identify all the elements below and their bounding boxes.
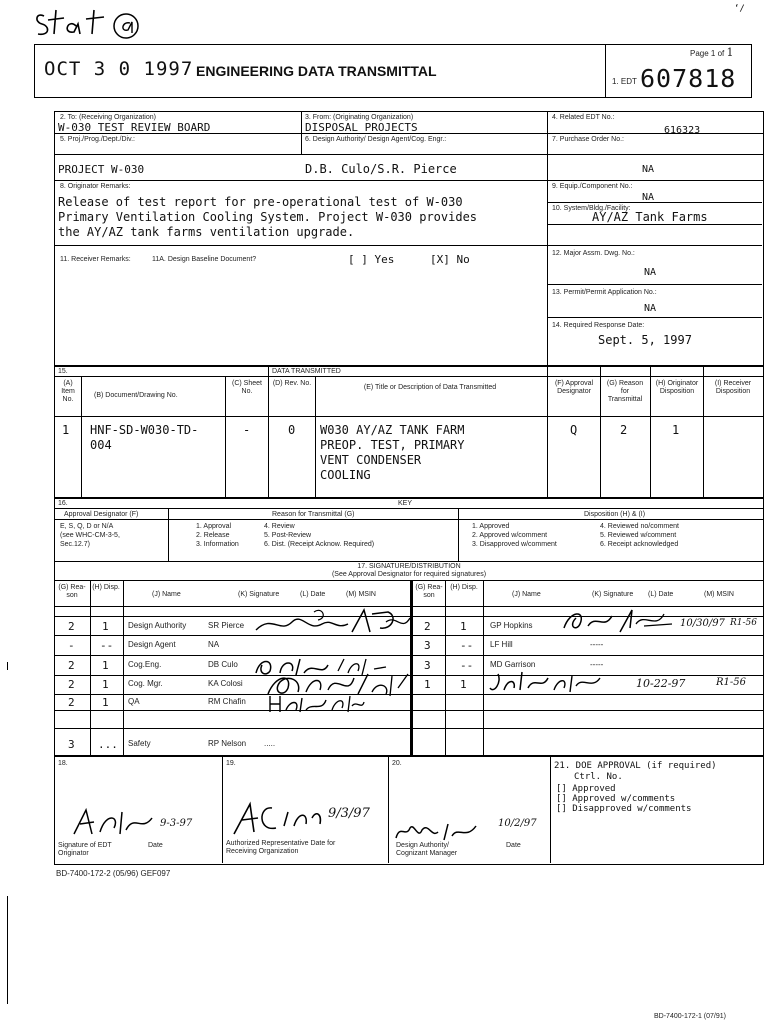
sig-right-1-name: GP Hopkins: [490, 621, 533, 630]
field-7-label: 7. Purchase Order No.:: [552, 136, 624, 143]
block-21-opt-2: [] Approved w/comments: [556, 794, 676, 804]
sig-head-reason-right: (G) Rea- son: [415, 584, 443, 599]
section-17-subtitle: (See Approval Designator for required signatures): [331, 571, 487, 578]
field-4-value: 616323: [664, 125, 701, 136]
edt-label: 1. EDT: [612, 77, 637, 86]
row-sheet: -: [243, 423, 251, 437]
approval-designator-head: Approval Designator (F): [64, 511, 139, 518]
field-3-label: 3. From: (Originating Organization): [305, 114, 414, 121]
disp-item-3: 3. Disapproved w/comment: [472, 541, 557, 548]
sig-right-2-sig: -----: [590, 640, 604, 649]
field-13-label: 13. Permit/Permit Application No.:: [552, 289, 657, 296]
row-item: 1: [62, 423, 70, 437]
edt-number: 607818: [640, 64, 737, 93]
field-14-value: Sept. 5, 1997: [598, 333, 692, 347]
form-title: ENGINEERING DATA TRANSMITTAL: [196, 63, 437, 79]
block-18-date: 9-3-97: [160, 818, 193, 829]
row-rev: 0: [288, 423, 296, 437]
sig-left-2-role: Design Agent: [128, 640, 176, 649]
sig-left-7-disp: ...: [98, 738, 118, 751]
approval-text-2: (see WHC-CM-3-5,: [60, 532, 120, 539]
field-2-label: 2. To: (Receiving Organization): [60, 114, 156, 121]
sig-left-4-role: Cog. Mgr.: [128, 679, 163, 688]
sig-right-3-reason: 3: [424, 659, 431, 672]
sig-right-3-sig: -----: [590, 660, 604, 669]
sig-right-1-msin: R1-56: [730, 618, 757, 628]
block-19-sig-label: Authorized Representative Date for Receiving Organization: [226, 840, 336, 855]
sig-head-sig-left: (K) Signature: [238, 591, 280, 598]
sig-left-5-reason: 2: [68, 696, 75, 709]
sig-right-2-reason: 3: [424, 639, 431, 652]
sig-right-1-disp: 1: [460, 620, 467, 633]
sig-left-7-reason: 3: [68, 738, 75, 751]
field-9-value: NA: [642, 192, 655, 203]
handwritten-signature-receiving: [228, 798, 328, 838]
scan-edge-line: [7, 896, 8, 1004]
reason-item-1: 1. Approval: [196, 523, 232, 530]
col-e-header: (E) Title or Description of Data Transmitted: [363, 384, 497, 391]
field-2-value: W-030 TEST REVIEW BOARD: [58, 121, 211, 134]
field-13-value: NA: [644, 303, 657, 314]
col-b-header: (B) Document/Drawing No.: [94, 392, 178, 399]
field-6-label: 6. Design Authority/ Design Agent/Cog. Engr.:: [305, 136, 447, 143]
col-c-header: (C) Sheet No.: [232, 380, 262, 395]
field-8-line-3: the AY/AZ tank farms ventilation upgrade.: [58, 225, 355, 239]
sig-right-4-disp: 1: [460, 678, 467, 691]
handwritten-signature-originator: [66, 806, 156, 838]
sig-left-4-disp: 1: [102, 678, 109, 691]
row-title-line-1: W030 AY/AZ TANK FARM: [320, 423, 465, 437]
field-11a-yes: [ ] Yes: [348, 253, 395, 266]
field-9-label: 9. Equip./Component No.:: [552, 183, 633, 190]
sig-right-3-disp: --: [460, 659, 474, 672]
sig-left-1-role: Design Authority: [128, 621, 187, 630]
block-21-ctrl: Ctrl. No.: [574, 772, 623, 782]
sig-left-1-name: SR Pierce: [208, 621, 245, 630]
sig-left-5-role: QA: [128, 697, 140, 706]
sig-left-7-role: Safety: [128, 739, 151, 748]
handwritten-signature-design-authority: [392, 818, 482, 844]
row-title-line-4: COOLING: [320, 468, 371, 482]
disp-item-6: 6. Receipt acknowledged: [600, 541, 679, 548]
reason-item-4: 4. Review: [264, 523, 295, 530]
section-16-title: KEY: [398, 500, 413, 507]
sig-right-2-name: LF Hill: [490, 640, 513, 649]
field-5-value: PROJECT W-030: [58, 163, 145, 176]
sig-left-1-disp: 1: [102, 620, 109, 633]
handwritten-signature-right-4: [488, 668, 608, 696]
scan-edge-tick: [7, 662, 8, 670]
sig-right-1-reason: 2: [424, 620, 431, 633]
handwritten-signature-hopkins: [560, 606, 680, 636]
col-h-header: (H) Originator Disposition: [655, 380, 699, 395]
section-15-title: DATA TRANSMITTED: [272, 368, 341, 375]
sig-left-3-role: Cog.Eng.: [128, 660, 162, 669]
sig-head-disp-left: (H) Disp.: [92, 584, 120, 591]
sig-right-4-date: 10-22-97: [636, 677, 686, 690]
row-orig-disp: 1: [672, 423, 680, 437]
block-21-opt-3: [] Disapproved w/comments: [556, 804, 692, 814]
form-id: BD-7400-172-2 (05/96) GEF097: [56, 869, 171, 878]
col-i-header: (I) Receiver Disposition: [714, 380, 752, 395]
sig-head-msin-right: (M) MSIN: [704, 591, 734, 598]
block-20-date: 10/2/97: [498, 818, 537, 829]
page-label: Page 1 of 1: [690, 46, 734, 59]
approval-text-1: E, S, Q, D or N/A: [60, 523, 114, 530]
field-5-label: 5. Proj./Prog./Dept./Div.:: [60, 136, 135, 143]
sig-left-4-name: KA Colosi: [208, 679, 243, 688]
sig-head-date-right: (L) Date: [648, 591, 674, 598]
row-title-line-3: VENT CONDENSER: [320, 453, 422, 467]
block-21-opt-1: [] Approved: [556, 784, 616, 794]
row-reason: 2: [620, 423, 628, 437]
field-8-line-2: Primary Ventilation Cooling System. Project W-030 provides: [58, 210, 478, 224]
sig-head-name-right: (J) Name: [512, 591, 541, 598]
field-6-value: D.B. Culo/S.R. Pierce: [305, 162, 457, 176]
reason-item-2: 2. Release: [196, 532, 230, 539]
col-a-header: (A) Item No.: [61, 380, 75, 403]
block-18-sig-label: Signature of EDT Originator: [58, 842, 112, 857]
disp-item-1: 1. Approved: [472, 523, 510, 530]
sig-left-1-reason: 2: [68, 620, 75, 633]
block-18-date-label: Date: [148, 842, 163, 849]
sig-left-7-name: RP Nelson: [208, 739, 247, 748]
approval-text-3: Sec.12.7): [60, 541, 90, 548]
block-20-sig-label: Design Authority/ Cognizant Manager: [396, 842, 458, 857]
sig-right-4-reason: 1: [424, 678, 431, 691]
field-12-value: NA: [644, 267, 657, 278]
row-title-line-2: PREOP. TEST, PRIMARY: [320, 438, 465, 452]
block-20-number: 20.: [392, 760, 402, 767]
field-12-label: 12. Major Assm. Dwg. No.:: [552, 250, 635, 257]
sig-left-5-disp: 1: [102, 696, 109, 709]
col-f-header: (F) Approval Designator: [554, 380, 594, 395]
col-g-header: (G) Reason for Transmittal: [606, 380, 644, 403]
disposition-head: Disposition (H) & (I): [584, 511, 646, 518]
field-7-value: NA: [642, 164, 655, 175]
handwritten-signature-pierce: [252, 604, 412, 638]
field-8-label: 8. Originator Remarks:: [60, 183, 131, 190]
sig-left-5-name: RM Chafin: [208, 697, 246, 706]
sig-right-4-msin: R1-56: [716, 677, 746, 688]
field-10-label: 10. System/Bldg./Facility:: [552, 205, 631, 212]
reason-item-3: 3. Information: [196, 541, 239, 548]
field-11a-label: 11A. Design Baseline Document?: [152, 256, 257, 263]
disp-item-5: 5. Reviewed w/comment: [600, 532, 677, 539]
form-id-bottom: BD-7400-172-1 (07/91): [654, 1013, 726, 1020]
sig-left-2-name: NA: [208, 640, 220, 649]
disp-item-4: 4. Reviewed no/comment: [600, 523, 679, 530]
sig-head-date-left: (L) Date: [300, 591, 326, 598]
col-d-header: (D) Rev. No.: [272, 380, 312, 387]
sig-left-3-name: DB Culo: [208, 660, 238, 669]
block-19-date: 9/3/97: [328, 806, 370, 821]
row-doc-line-2: 004: [90, 438, 112, 452]
sig-right-3-name: MD Garrison: [490, 660, 536, 669]
section-16-number: 16.: [58, 500, 68, 507]
row-approval: Q: [570, 423, 578, 437]
row-doc-line-1: HNF-SD-W030-TD-: [90, 423, 199, 437]
sig-left-7-dashes: .....: [264, 739, 276, 748]
sig-right-2-disp: --: [460, 639, 474, 652]
handwritten-stat-annotation: [30, 4, 180, 42]
sig-left-2-disp: --: [100, 639, 114, 652]
reason-head: Reason for Transmittal (G): [272, 511, 355, 518]
block-21-title: 21. DOE APPROVAL (if required): [554, 761, 717, 771]
reason-item-6: 6. Dist. (Receipt Acknow. Required): [264, 541, 375, 548]
sig-head-msin-left: (M) MSIN: [346, 591, 376, 598]
handwritten-signature-chafin: [266, 692, 366, 716]
sig-left-3-reason: 2: [68, 659, 75, 672]
sig-left-3-disp: 1: [102, 659, 109, 672]
sig-left-4-reason: 2: [68, 678, 75, 691]
sig-head-reason-left: (G) Rea- son: [58, 584, 86, 599]
sig-head-name-left: (J) Name: [152, 591, 181, 598]
field-10-value: AY/AZ Tank Farms: [592, 210, 708, 224]
disp-item-2: 2. Approved w/comment: [472, 532, 548, 539]
field-8-line-1: Release of test report for pre-operational test of W-030: [58, 195, 463, 209]
field-11-label: 11. Receiver Remarks:: [60, 256, 131, 263]
section-15-number: 15.: [58, 368, 68, 375]
sig-right-1-date: 10/30/97: [680, 618, 725, 629]
sig-left-2-reason: -: [68, 639, 75, 652]
block-19-number: 19.: [226, 760, 236, 767]
sig-head-disp-right: (H) Disp.: [450, 584, 478, 591]
section-17-title: 17. SIGNATURE/DISTRIBUTION: [357, 563, 461, 570]
reason-item-5: 5. Post-Review: [264, 532, 312, 539]
sig-head-sig-right: (K) Signature: [592, 591, 634, 598]
block-20-date-label: Date: [506, 842, 521, 849]
field-14-label: 14. Required Response Date:: [552, 322, 645, 329]
field-4-label: 4. Related EDT No.:: [552, 114, 615, 121]
date-stamp: OCT 3 0 1997: [44, 58, 194, 80]
block-18-number: 18.: [58, 760, 68, 767]
field-11a-no: [X] No: [430, 253, 470, 266]
field-3-value: DISPOSAL PROJECTS: [305, 121, 418, 134]
corner-mark-icon: ‘/: [734, 4, 745, 14]
